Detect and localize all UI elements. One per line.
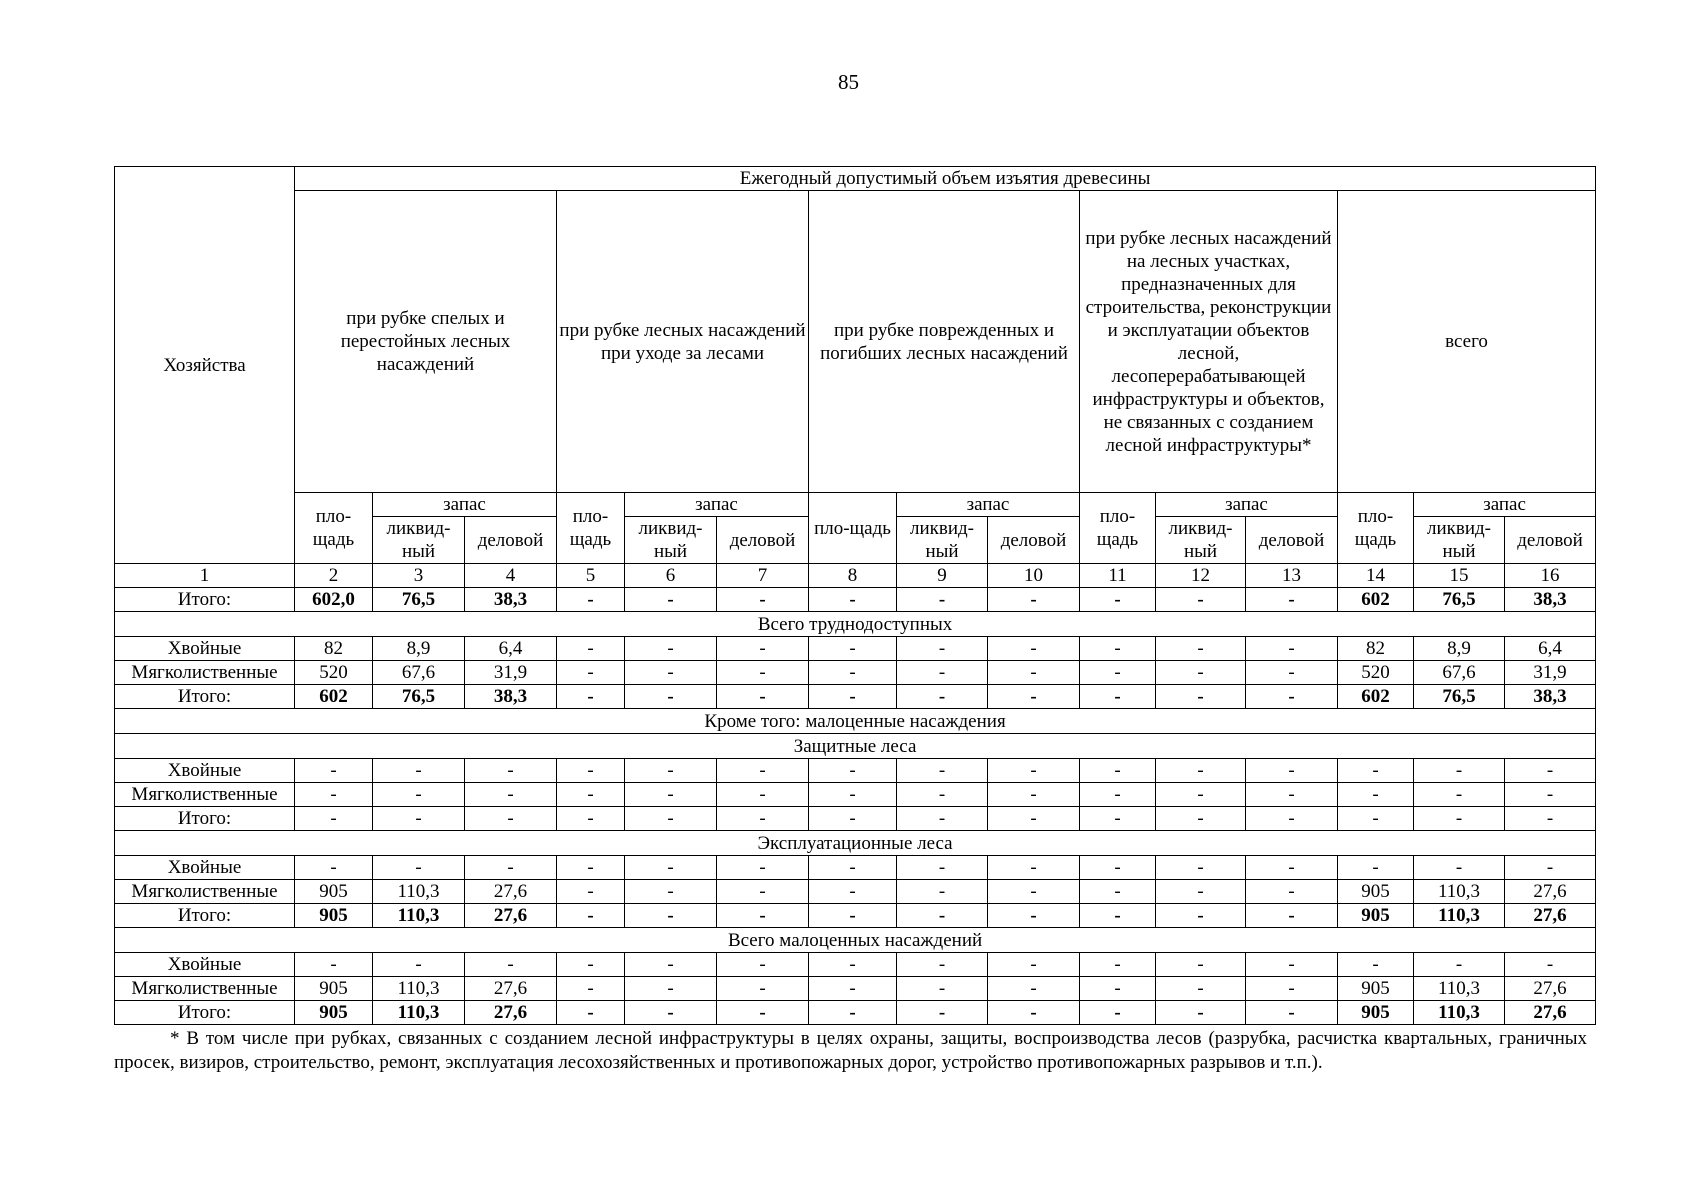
table-cell: -: [897, 807, 988, 831]
area-header: пло-щадь: [295, 493, 373, 564]
table-cell: -: [1505, 856, 1596, 880]
table-cell: 905: [295, 880, 373, 904]
table-cell: -: [625, 759, 717, 783]
table-cell: 602: [295, 685, 373, 709]
section-row: [115, 612, 1596, 637]
table-cell: -: [295, 807, 373, 831]
column-number: 13: [1246, 564, 1338, 588]
table-cell: -: [1246, 783, 1338, 807]
business-header: деловой: [1505, 517, 1596, 564]
table-cell: -: [809, 637, 897, 661]
table-cell: -: [897, 953, 988, 977]
table-row: [115, 783, 1596, 807]
table-cell: -: [1080, 685, 1156, 709]
table-cell: -: [1156, 1001, 1246, 1025]
table-cell: -: [1156, 588, 1246, 612]
table-cell: -: [1338, 953, 1414, 977]
table-cell: -: [465, 783, 557, 807]
table-cell: -: [295, 759, 373, 783]
table-cell: -: [897, 637, 988, 661]
table-cell: 76,5: [373, 685, 465, 709]
column-number: 14: [1338, 564, 1414, 588]
group-header: всего: [1338, 191, 1596, 493]
table-cell: -: [373, 807, 465, 831]
table-cell: -: [1156, 759, 1246, 783]
column-number: 5: [557, 564, 625, 588]
table-cell: -: [557, 1001, 625, 1025]
table-cell: -: [897, 880, 988, 904]
table-cell: 602: [1338, 588, 1414, 612]
table-cell: -: [897, 1001, 988, 1025]
column-number: 8: [809, 564, 897, 588]
footnote: [114, 1027, 1587, 1075]
table-cell: -: [988, 904, 1080, 928]
table-cell: -: [1080, 904, 1156, 928]
table-cell: -: [1080, 588, 1156, 612]
table-cell: 110,3: [1414, 904, 1505, 928]
table-cell: -: [295, 856, 373, 880]
table-cell: 602: [1338, 685, 1414, 709]
area-header: пло-щадь: [1338, 493, 1414, 564]
table-cell: -: [1080, 880, 1156, 904]
table-cell: 8,9: [373, 637, 465, 661]
business-header: деловой: [465, 517, 557, 564]
table-cell: -: [557, 807, 625, 831]
row-label: Хвойные: [115, 759, 295, 783]
table-cell: -: [717, 1001, 809, 1025]
table-cell: -: [557, 856, 625, 880]
table-cell: 27,6: [1505, 904, 1596, 928]
table-cell: -: [717, 661, 809, 685]
table-cell: -: [625, 856, 717, 880]
table-cell: -: [717, 880, 809, 904]
row-label: Итого:: [115, 685, 295, 709]
table-cell: -: [625, 880, 717, 904]
column-number: 16: [1505, 564, 1596, 588]
table-cell: -: [717, 856, 809, 880]
section-title: Эксплуатационные леса: [115, 831, 1596, 856]
table-cell: -: [809, 807, 897, 831]
table-cell: -: [1156, 637, 1246, 661]
liquid-header: ликвид-ный: [1156, 517, 1246, 564]
table-cell: 27,6: [465, 880, 557, 904]
section-row: [115, 928, 1596, 953]
table-cell: 27,6: [465, 1001, 557, 1025]
table-cell: 27,6: [465, 904, 557, 928]
area-header: пло-щадь: [557, 493, 625, 564]
table-cell: -: [1338, 783, 1414, 807]
table-cell: -: [1246, 880, 1338, 904]
table-cell: 38,3: [465, 685, 557, 709]
table-cell: -: [1156, 880, 1246, 904]
table-row: [115, 904, 1596, 928]
table-cell: 110,3: [373, 977, 465, 1001]
table-cell: -: [1246, 588, 1338, 612]
table-cell: 905: [1338, 880, 1414, 904]
table-cell: -: [717, 953, 809, 977]
table-cell: -: [1505, 783, 1596, 807]
page-number: 85: [838, 70, 859, 94]
table-cell: -: [1246, 904, 1338, 928]
table-cell: -: [1156, 661, 1246, 685]
section-title: Всего малоценных насаждений: [115, 928, 1596, 953]
table-cell: 8,9: [1414, 637, 1505, 661]
table-cell: -: [557, 588, 625, 612]
column-number: 10: [988, 564, 1080, 588]
row-label: Итого:: [115, 904, 295, 928]
table-cell: -: [1156, 977, 1246, 1001]
row-label: Хвойные: [115, 637, 295, 661]
table-cell: -: [809, 685, 897, 709]
table-cell: 602,0: [295, 588, 373, 612]
liquid-header: ликвид-ный: [897, 517, 988, 564]
table-cell: 110,3: [373, 1001, 465, 1025]
table-cell: 905: [1338, 904, 1414, 928]
table-cell: -: [809, 953, 897, 977]
table-cell: -: [465, 953, 557, 977]
table-cell: -: [988, 685, 1080, 709]
row-label: Хвойные: [115, 953, 295, 977]
table-cell: -: [988, 588, 1080, 612]
table-cell: 905: [295, 1001, 373, 1025]
column-number: 4: [465, 564, 557, 588]
table-cell: -: [988, 856, 1080, 880]
table-cell: -: [717, 685, 809, 709]
stock-header: запас: [625, 493, 809, 517]
column-number: 7: [717, 564, 809, 588]
table-cell: -: [1246, 856, 1338, 880]
table-row: [115, 880, 1596, 904]
table-cell: -: [465, 807, 557, 831]
table-cell: -: [295, 953, 373, 977]
table-cell: -: [1156, 807, 1246, 831]
stock-header: запас: [1156, 493, 1338, 517]
table-cell: 82: [1338, 637, 1414, 661]
table-cell: -: [1505, 807, 1596, 831]
table-cell: -: [625, 637, 717, 661]
table-cell: -: [809, 661, 897, 685]
table-cell: 110,3: [373, 904, 465, 928]
business-header: деловой: [1246, 517, 1338, 564]
table-cell: -: [1080, 661, 1156, 685]
table-cell: -: [625, 783, 717, 807]
table-cell: 110,3: [373, 880, 465, 904]
row-header: Хозяйства: [115, 167, 295, 564]
footnote-text: * В том числе при рубках, связанных с созданием лесной инфраструктуры в целях охраны, защиты, воспроизводства лесов (разрубка, расчистка квартальных, граничных просек, визиров, строительство, ремонт, эксплуатация лесохозяйственных и противопожарных дорог, устройство противопожарных разрывов и т.п.).: [114, 1028, 1587, 1073]
table-cell: -: [1505, 759, 1596, 783]
table-cell: -: [557, 661, 625, 685]
table-cell: 110,3: [1414, 1001, 1505, 1025]
column-number: 3: [373, 564, 465, 588]
table-cell: 27,6: [1505, 880, 1596, 904]
section-row: [115, 734, 1596, 759]
table-cell: -: [809, 759, 897, 783]
table-row: [115, 661, 1596, 685]
table-cell: -: [1414, 953, 1505, 977]
table-cell: -: [1246, 977, 1338, 1001]
table-cell: -: [1246, 807, 1338, 831]
table-cell: -: [988, 759, 1080, 783]
table-cell: 76,5: [1414, 588, 1505, 612]
table-cell: -: [1080, 783, 1156, 807]
timber-harvest-table: [114, 166, 1596, 1025]
table-cell: -: [809, 977, 897, 1001]
table-cell: -: [1414, 783, 1505, 807]
table-cell: -: [717, 759, 809, 783]
stock-header: запас: [373, 493, 557, 517]
table-cell: -: [557, 977, 625, 1001]
table-row: [115, 685, 1596, 709]
column-number: 15: [1414, 564, 1505, 588]
table-cell: -: [1156, 783, 1246, 807]
table-cell: -: [897, 588, 988, 612]
table-cell: -: [373, 953, 465, 977]
table-cell: 76,5: [373, 588, 465, 612]
table-cell: -: [1246, 759, 1338, 783]
column-number: 11: [1080, 564, 1156, 588]
column-number: 6: [625, 564, 717, 588]
table-cell: -: [1080, 807, 1156, 831]
table-cell: -: [897, 977, 988, 1001]
table-row: [115, 856, 1596, 880]
table-row: [115, 588, 1596, 612]
table-cell: -: [897, 759, 988, 783]
row-label: Итого:: [115, 1001, 295, 1025]
table-cell: -: [1414, 759, 1505, 783]
table-cell: 905: [295, 904, 373, 928]
table-cell: -: [557, 904, 625, 928]
table-cell: -: [1156, 685, 1246, 709]
table-cell: -: [1246, 685, 1338, 709]
business-header: деловой: [988, 517, 1080, 564]
table-cell: -: [717, 588, 809, 612]
table-cell: 6,4: [1505, 637, 1596, 661]
table-cell: -: [1246, 953, 1338, 977]
row-label: Мягколиственные: [115, 880, 295, 904]
table-cell: 905: [1338, 1001, 1414, 1025]
table-cell: -: [1338, 807, 1414, 831]
section-row: [115, 831, 1596, 856]
table-cell: -: [1246, 661, 1338, 685]
table-cell: -: [988, 807, 1080, 831]
table-cell: 27,6: [1505, 1001, 1596, 1025]
liquid-header: ликвид-ный: [1414, 517, 1505, 564]
group-header: при рубке спелых и перестойных лесных насаждений: [295, 191, 557, 493]
table-cell: -: [1080, 953, 1156, 977]
table-row: [115, 759, 1596, 783]
row-label: Мягколиственные: [115, 661, 295, 685]
table-cell: 31,9: [1505, 661, 1596, 685]
table-cell: -: [897, 783, 988, 807]
table-row: [115, 637, 1596, 661]
table-cell: -: [717, 637, 809, 661]
section-title: Всего труднодоступных: [115, 612, 1596, 637]
table-cell: 905: [295, 977, 373, 1001]
table-cell: -: [988, 783, 1080, 807]
table-cell: -: [897, 904, 988, 928]
table-cell: -: [988, 880, 1080, 904]
table-cell: -: [625, 904, 717, 928]
group-header: при рубке лесных насаждений при уходе за лесами: [557, 191, 809, 493]
table-cell: 31,9: [465, 661, 557, 685]
stock-header: запас: [1414, 493, 1596, 517]
table-cell: -: [988, 1001, 1080, 1025]
table-cell: -: [988, 977, 1080, 1001]
table-cell: -: [295, 783, 373, 807]
table-cell: 110,3: [1414, 977, 1505, 1001]
table-cell: -: [717, 807, 809, 831]
table-cell: -: [557, 759, 625, 783]
table-cell: -: [809, 783, 897, 807]
table-cell: -: [988, 637, 1080, 661]
main-title: Ежегодный допустимый объем изъятия древесины: [295, 167, 1596, 191]
table-row: [115, 977, 1596, 1001]
table-cell: -: [625, 953, 717, 977]
table-cell: -: [625, 685, 717, 709]
column-number: 12: [1156, 564, 1246, 588]
table-cell: -: [1156, 953, 1246, 977]
table-cell: -: [809, 588, 897, 612]
table-cell: -: [1080, 977, 1156, 1001]
row-label: Мягколиственные: [115, 977, 295, 1001]
table-cell: -: [1080, 637, 1156, 661]
table-cell: -: [625, 807, 717, 831]
table-cell: -: [1338, 856, 1414, 880]
row-label: Хвойные: [115, 856, 295, 880]
row-label: Итого:: [115, 588, 295, 612]
table-cell: 520: [295, 661, 373, 685]
table-cell: 67,6: [1414, 661, 1505, 685]
table-cell: 27,6: [1505, 977, 1596, 1001]
table-cell: -: [809, 856, 897, 880]
area-header: пло-щадь: [1080, 493, 1156, 564]
table-cell: 520: [1338, 661, 1414, 685]
table-cell: 27,6: [465, 977, 557, 1001]
table-cell: 82: [295, 637, 373, 661]
section-row: [115, 709, 1596, 734]
table-cell: -: [557, 783, 625, 807]
table-cell: -: [1414, 856, 1505, 880]
group-header: при рубке поврежденных и погибших лесных насаждений: [809, 191, 1080, 493]
table-cell: -: [1414, 807, 1505, 831]
table-cell: -: [1246, 637, 1338, 661]
table-cell: 67,6: [373, 661, 465, 685]
table-cell: -: [1156, 904, 1246, 928]
liquid-header: ликвид-ный: [625, 517, 717, 564]
table-cell: -: [625, 588, 717, 612]
table-cell: -: [897, 856, 988, 880]
table-cell: -: [1080, 1001, 1156, 1025]
area-header: пло-щадь: [809, 493, 897, 564]
table-cell: -: [465, 856, 557, 880]
table-cell: -: [1246, 1001, 1338, 1025]
table-cell: 38,3: [1505, 685, 1596, 709]
table-cell: -: [897, 685, 988, 709]
table-cell: -: [717, 904, 809, 928]
stock-header: запас: [897, 493, 1080, 517]
table-cell: -: [373, 759, 465, 783]
table-cell: -: [625, 977, 717, 1001]
liquid-header: ликвид-ный: [373, 517, 465, 564]
table-cell: -: [557, 685, 625, 709]
table-cell: 76,5: [1414, 685, 1505, 709]
table-cell: -: [373, 783, 465, 807]
group-header: при рубке лесных насаждений на лесных участках, предназначенных для строительства, реконструкции и эксплуатации объектов лесной, лесоперерабатывающей инфраструктуры и объектов, не связанных с созданием лесной инфраструктуры*: [1080, 191, 1338, 493]
column-number: 2: [295, 564, 373, 588]
column-number: 9: [897, 564, 988, 588]
table-cell: -: [1156, 856, 1246, 880]
table-row: [115, 953, 1596, 977]
table-cell: 6,4: [465, 637, 557, 661]
table-cell: -: [717, 977, 809, 1001]
table-row: [115, 1001, 1596, 1025]
table-cell: -: [373, 856, 465, 880]
table-cell: -: [625, 1001, 717, 1025]
table-cell: 38,3: [1505, 588, 1596, 612]
table-cell: -: [988, 953, 1080, 977]
table-cell: -: [557, 880, 625, 904]
section-title: Кроме того: малоценные насаждения: [115, 709, 1596, 734]
table-cell: -: [809, 880, 897, 904]
row-label: Мягколиственные: [115, 783, 295, 807]
table-cell: -: [557, 953, 625, 977]
table-cell: -: [988, 661, 1080, 685]
table-cell: -: [809, 904, 897, 928]
table-cell: -: [1080, 759, 1156, 783]
table-cell: 905: [1338, 977, 1414, 1001]
table-cell: 38,3: [465, 588, 557, 612]
row-label: Итого:: [115, 807, 295, 831]
table-cell: -: [465, 759, 557, 783]
table-cell: -: [717, 783, 809, 807]
section-title: Защитные леса: [115, 734, 1596, 759]
table-cell: -: [1080, 856, 1156, 880]
table-cell: -: [1505, 953, 1596, 977]
table-row: [115, 807, 1596, 831]
table-cell: -: [809, 1001, 897, 1025]
table-cell: -: [625, 661, 717, 685]
table-cell: -: [897, 661, 988, 685]
business-header: деловой: [717, 517, 809, 564]
table-cell: -: [1338, 759, 1414, 783]
column-number: 1: [115, 564, 295, 588]
table-cell: -: [557, 637, 625, 661]
table-cell: 110,3: [1414, 880, 1505, 904]
